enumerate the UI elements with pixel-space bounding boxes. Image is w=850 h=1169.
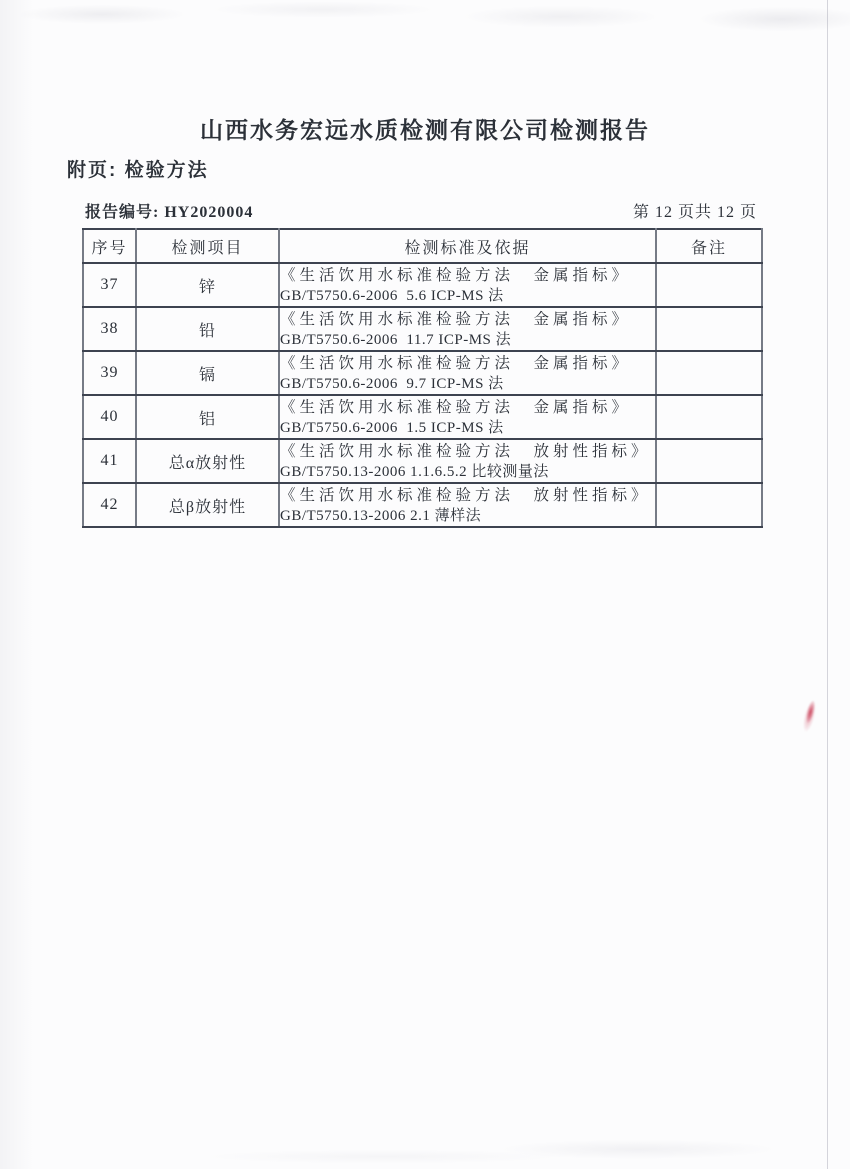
table-row (83, 483, 762, 527)
cell-serial-no: 38 (83, 307, 136, 351)
cell-standard (279, 307, 656, 351)
standard-reference: GB/T5750.6-2006 11.7 ICP-MS 法 (280, 331, 512, 348)
scan-noise-left (0, 0, 42, 1169)
cell-test-item: 总α放射性 (136, 439, 279, 483)
cell-test-item: 锌 (136, 263, 279, 307)
scan-edge-line (827, 0, 828, 1169)
header-test-item: 检测项目 (136, 229, 279, 263)
cell-serial-no: 42 (83, 483, 136, 527)
cell-standard (279, 439, 656, 483)
cell-remark (656, 307, 762, 351)
cell-remark (656, 351, 762, 395)
table-header-row (83, 229, 762, 263)
table-row (83, 307, 762, 351)
standard-title: 《生活饮用水标准检验方法 金属指标》 (280, 354, 632, 372)
cell-remark (656, 483, 762, 527)
cell-standard (279, 395, 656, 439)
cell-serial-no: 37 (83, 263, 136, 307)
scan-noise-top (0, 0, 850, 48)
cell-test-item: 镉 (136, 351, 279, 395)
standard-title: 《生活饮用水标准检验方法 放射性指标》 (280, 442, 651, 460)
red-ink-smudge (798, 691, 822, 737)
table-row (83, 263, 762, 307)
standard-reference: GB/T5750.6-2006 5.6 ICP-MS 法 (280, 287, 504, 304)
standard-title: 《生活饮用水标准检验方法 金属指标》 (280, 398, 632, 416)
report-number: 报告编号: HY2020004 (85, 204, 254, 221)
table-row (83, 395, 762, 439)
standard-reference: GB/T5750.6-2006 9.7 ICP-MS 法 (280, 375, 504, 392)
cell-test-item: 铅 (136, 307, 279, 351)
meta-row (85, 199, 757, 222)
table-row (83, 351, 762, 395)
cell-remark (656, 395, 762, 439)
standard-reference: GB/T5750.13-2006 2.1 薄样法 (280, 507, 482, 524)
scan-noise-bottom (0, 1120, 850, 1169)
standard-reference: GB/T5750.13-2006 1.1.6.5.2 比较测量法 (280, 463, 549, 480)
document-subtitle: 附页: 检验方法 (67, 160, 209, 181)
header-serial-no: 序号 (83, 229, 136, 263)
method-table (82, 228, 763, 528)
table-row (83, 439, 762, 483)
cell-serial-no: 40 (83, 395, 136, 439)
cell-standard (279, 483, 656, 527)
cell-serial-no: 39 (83, 351, 136, 395)
standard-title: 《生活饮用水标准检验方法 金属指标》 (280, 266, 632, 284)
document-title: 山西水务宏远水质检测有限公司检测报告 (200, 117, 650, 143)
cell-test-item: 总β放射性 (136, 483, 279, 527)
cell-remark (656, 263, 762, 307)
cell-remark (656, 439, 762, 483)
standard-reference: GB/T5750.6-2006 1.5 ICP-MS 法 (280, 419, 504, 436)
cell-standard (279, 263, 656, 307)
standard-title: 《生活饮用水标准检验方法 金属指标》 (280, 310, 632, 328)
header-standard: 检测标准及依据 (279, 229, 656, 263)
standard-title: 《生活饮用水标准检验方法 放射性指标》 (280, 486, 651, 504)
cell-standard (279, 351, 656, 395)
header-remark: 备注 (656, 229, 762, 263)
cell-test-item: 铝 (136, 395, 279, 439)
page-indicator: 第 12 页共 12 页 (632, 204, 757, 221)
cell-serial-no: 41 (83, 439, 136, 483)
